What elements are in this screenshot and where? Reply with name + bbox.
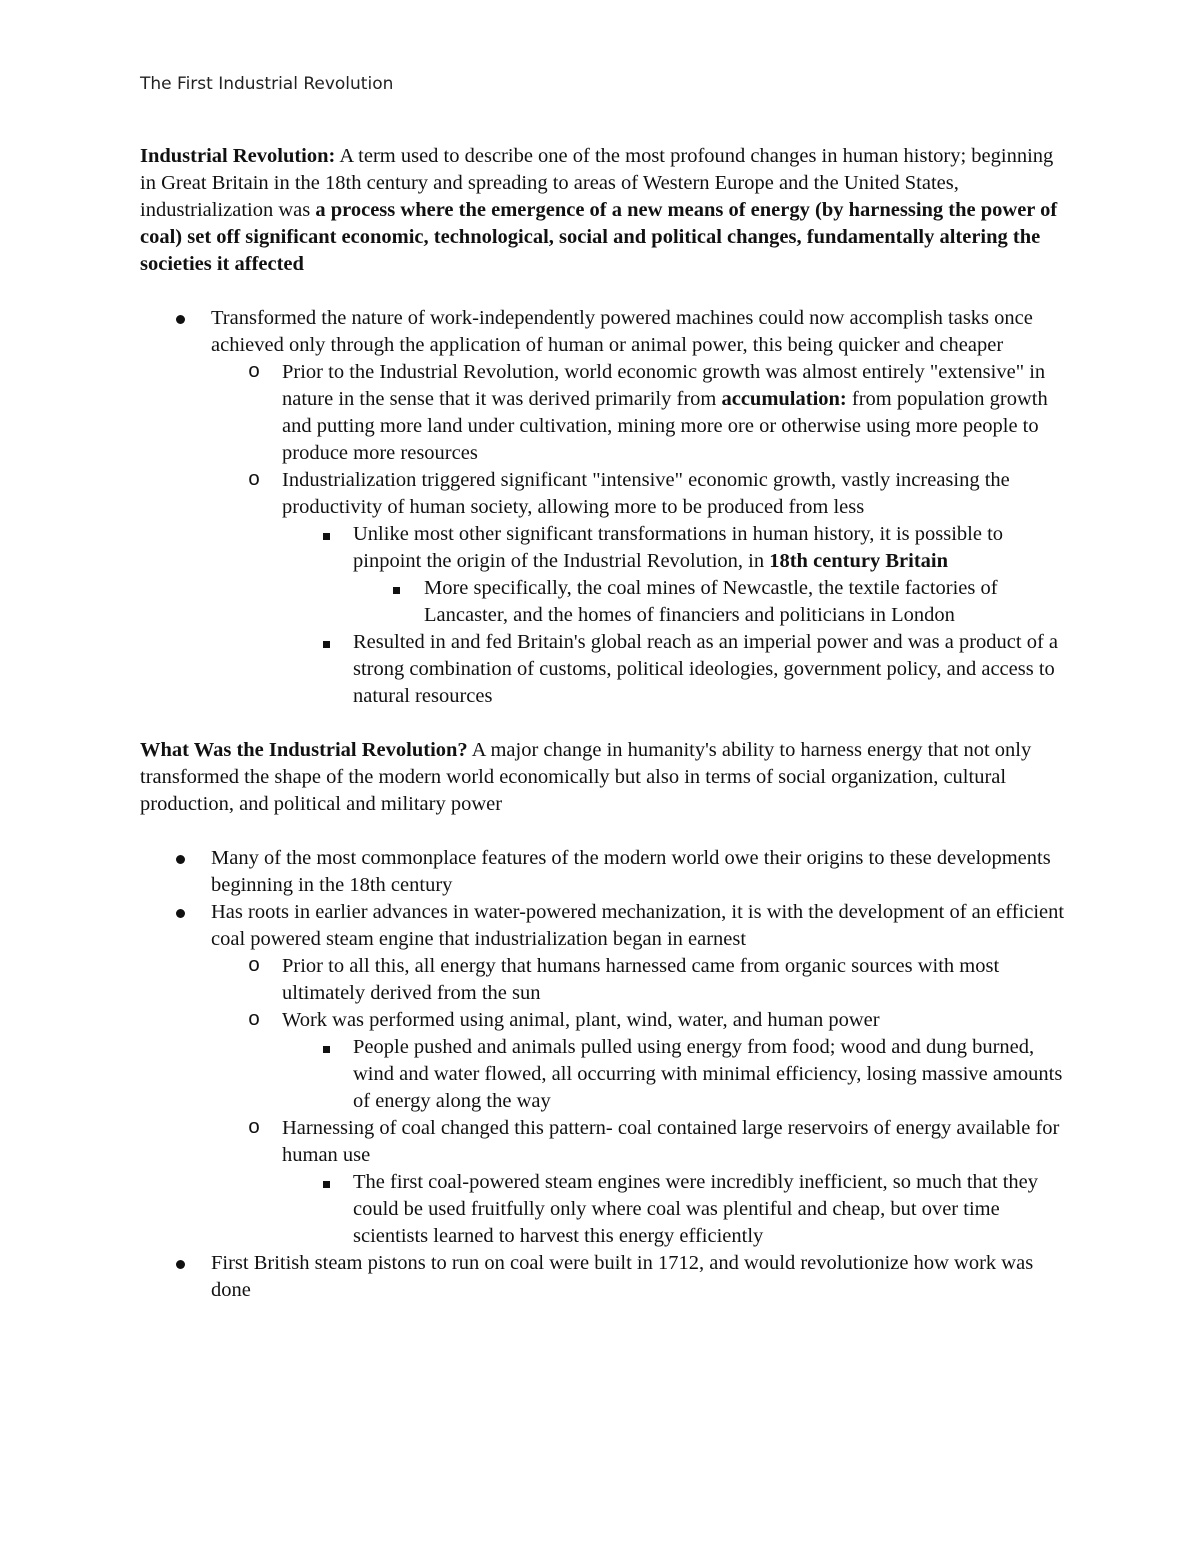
square-bullet-icon — [316, 1169, 336, 1196]
list-item: Resulted in and fed Britain's global reach as an imperial power and was a product of a strong combination of customs, political ideologies, government policy, and access to natural resources — [140, 629, 1070, 710]
term-industrial-revolution: Industrial Revolution: — [140, 145, 336, 167]
square-bullet-icon — [316, 1034, 336, 1061]
list-item: o Work was performed using animal, plant, wind, water, and human power — [140, 1007, 1070, 1034]
circle-bullet-icon: o — [247, 955, 261, 978]
square-bullet-icon — [316, 629, 336, 656]
circle-bullet-icon: o — [247, 469, 261, 492]
list-item: o Harnessing of coal changed this pattern- coal contained large reservoirs of energy available for human use — [140, 1115, 1070, 1169]
bullet-icon — [170, 899, 190, 926]
list-item: o Prior to the Industrial Revolution, world economic growth was almost entirely "extensive" in nature in the sense that it was derived primarily from accumulation: from population growth and putting more land under cultivation, mining more ore or otherwise using more people to produce more resources — [140, 359, 1070, 467]
circle-bullet-icon: o — [247, 361, 261, 384]
list-item: Unlike most other significant transformations in human history, it is possible to pinpoint the origin of the Industrial Revolution, in 18th century Britain — [140, 521, 1070, 575]
overview-paragraph: What Was the Industrial Revolution? A major change in humanity's ability to harness energy that not only transformed the shape of the modern world economically but also in terms of social organization, cultural production, and political and military power — [140, 739, 1032, 815]
list-item: The first coal-powered steam engines were incredibly inefficient, so much that they could be used fruitfully only where coal was plentiful and cheap, but over time scientists learned to harvest this energy efficiently — [140, 1169, 1070, 1250]
square-bullet-icon — [386, 575, 406, 602]
page-header: The First Industrial Revolution — [140, 74, 394, 94]
bullet-list-2 — [140, 845, 1070, 1304]
bullet-list-1 — [140, 305, 1070, 710]
list-item: o Industrialization triggered significant "intensive" economic growth, vastly increasing the productivity of human society, allowing more to be produced from less — [140, 467, 1070, 521]
circle-bullet-icon: o — [247, 1009, 261, 1032]
circle-bullet-icon: o — [247, 1117, 261, 1140]
list-item: First British steam pistons to run on coal were built in 1712, and would revolutionize how work was done — [140, 1250, 1070, 1304]
list-item: Has roots in earlier advances in water-powered mechanization, it is with the development of an efficient coal powered steam engine that industrialization began in earnest — [140, 899, 1070, 953]
list-item: Many of the most commonplace features of the modern world owe their origins to these developments beginning in the 18th century — [140, 845, 1070, 899]
bullet-icon — [170, 1250, 190, 1277]
list-item: o Prior to all this, all energy that humans harnessed came from organic sources with most ultimately derived from the sun — [140, 953, 1070, 1007]
square-bullet-icon — [316, 521, 336, 548]
list-item: More specifically, the coal mines of Newcastle, the textile factories of Lancaster, and the homes of financiers and politicians in London — [140, 575, 1070, 629]
bullet-icon — [170, 845, 190, 872]
bullet-icon — [170, 305, 190, 332]
document-body — [140, 143, 1070, 1304]
list-item: People pushed and animals pulled using energy from food; wood and dung burned, wind and water flowed, all occurring with minimal efficiency, losing massive amounts of energy along the way — [140, 1034, 1070, 1115]
term-what-was: What Was the Industrial Revolution? — [140, 739, 468, 761]
definition-paragraph: Industrial Revolution: A term used to describe one of the most profound changes in human history; beginning in Great Britain in the 18th century and spreading to areas of Western Europe and the United States, industrialization was a process where the emergence of a new means of energy (by harnessing the power of coal) set off significant economic, technological, social and political changes, fundamentally altering the societies it affected — [140, 145, 1058, 275]
list-item: Transformed the nature of work-independently powered machines could now accomplish tasks once achieved only through the application of human or animal power, this being quicker and cheaper — [140, 305, 1070, 359]
